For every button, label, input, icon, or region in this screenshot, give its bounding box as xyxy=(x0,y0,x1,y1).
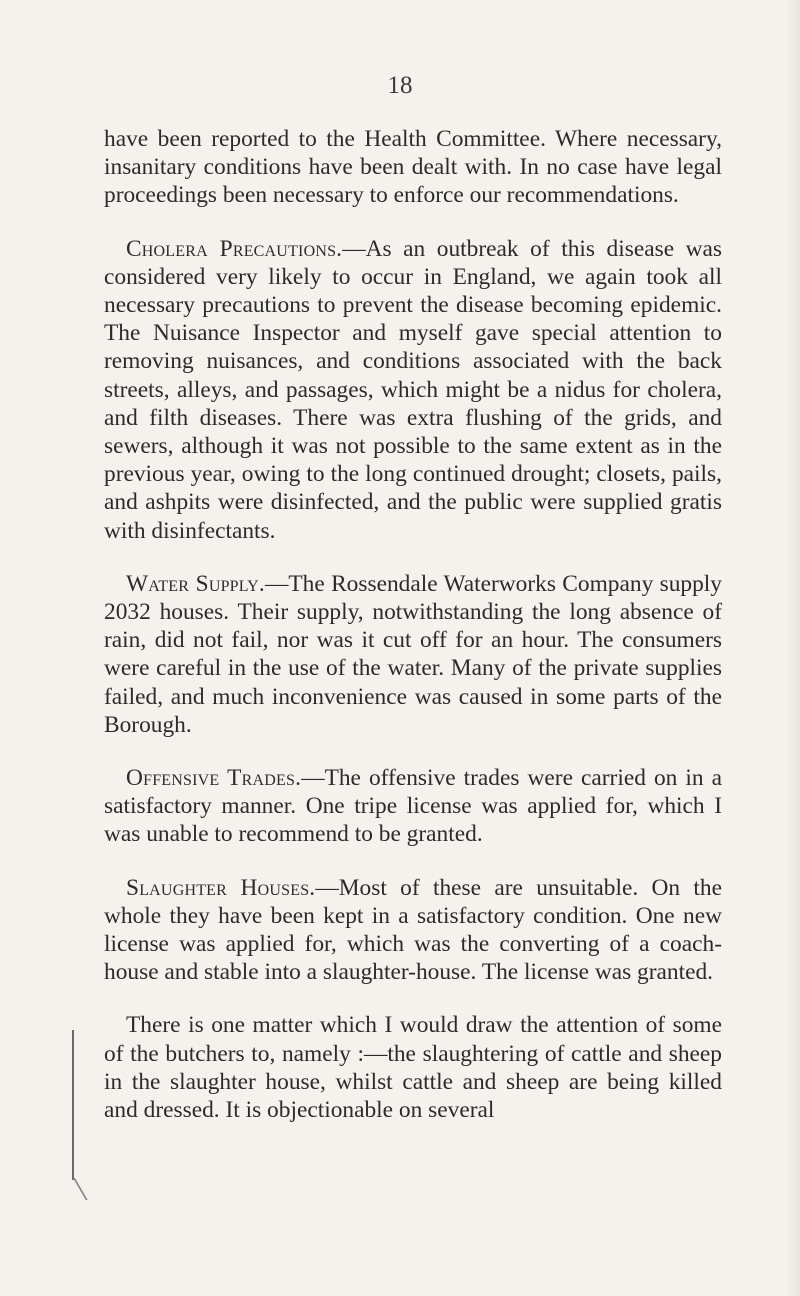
paragraph-text: —The offensive trades were carried on in a satisfactory manner. One tripe license was applied for, which I was unable to recommend to be granted. xyxy=(104,765,722,848)
paragraph-offensive-trades xyxy=(104,764,722,849)
document-body xyxy=(104,125,722,1149)
margin-pencil-mark xyxy=(72,1030,90,1180)
section-heading-cholera-precautions: Cholera Precautions. xyxy=(126,235,343,262)
paragraph-health-committee xyxy=(104,125,722,210)
section-heading-offensive-trades: Offensive Trades. xyxy=(126,765,302,792)
margin-pencil-mark-tail xyxy=(73,1178,102,1200)
section-heading-slaughter-houses: Slaughter Houses. xyxy=(126,874,316,901)
paragraph-text: There is one matter which I would draw the attention of some of the butchers to, namely :—the slaughtering of cattle and sheep in the slaughter house, whilst cattle and sheep are being killed and dressed. It is objectionable on several xyxy=(104,1012,722,1124)
paragraph-text: —As an outbreak of this disease was considered very likely to occur in England, we again took all necessary precautions to prevent the disease becoming epidemic. The Nuisance Inspector and myself gave special attention to removing nuisances, and conditions associated with the back streets, alleys, and passages, which might be a nidus for cholera, and filth diseases. There was extra flushing of the grids, and sewers, although it was not possible to the same extent as in the previous year, owing to the long continued drought; closets, pails, and ashpits were disinfected, and the public were supplied gratis with disinfectants. xyxy=(104,235,722,544)
paragraph-text: have been reported to the Health Committee. Where necessary, insanitary conditions have been dealt with. In no case have legal proceedings been necessary to enforce our recommendations. xyxy=(104,126,722,209)
page-number: 18 xyxy=(387,72,413,99)
paragraph-text: —Most of these are unsuitable. On the whole they have been kept in a satisfactory condition. One new license was applied for, which was the converting of a coach-house and stable into a slaughter-house. The license was granted. xyxy=(104,874,722,986)
paragraph-butchers-matter xyxy=(104,1011,722,1124)
paragraph-slaughter-houses xyxy=(104,874,722,987)
paragraph-water-supply xyxy=(104,570,722,739)
section-heading-water-supply: Water Supply. xyxy=(126,570,265,597)
paragraph-text: —The Rossendale Waterworks Company supply 2032 houses. Their supply, notwithstanding the long absence of rain, did not fail, nor was it cut off for an hour. The consumers were careful in the use of the water. Many of the private supplies failed, and much inconvenience was caused in some parts of the Borough. xyxy=(104,570,722,738)
page-edge-shadow xyxy=(786,0,800,1296)
paragraph-cholera-precautions xyxy=(104,235,722,545)
